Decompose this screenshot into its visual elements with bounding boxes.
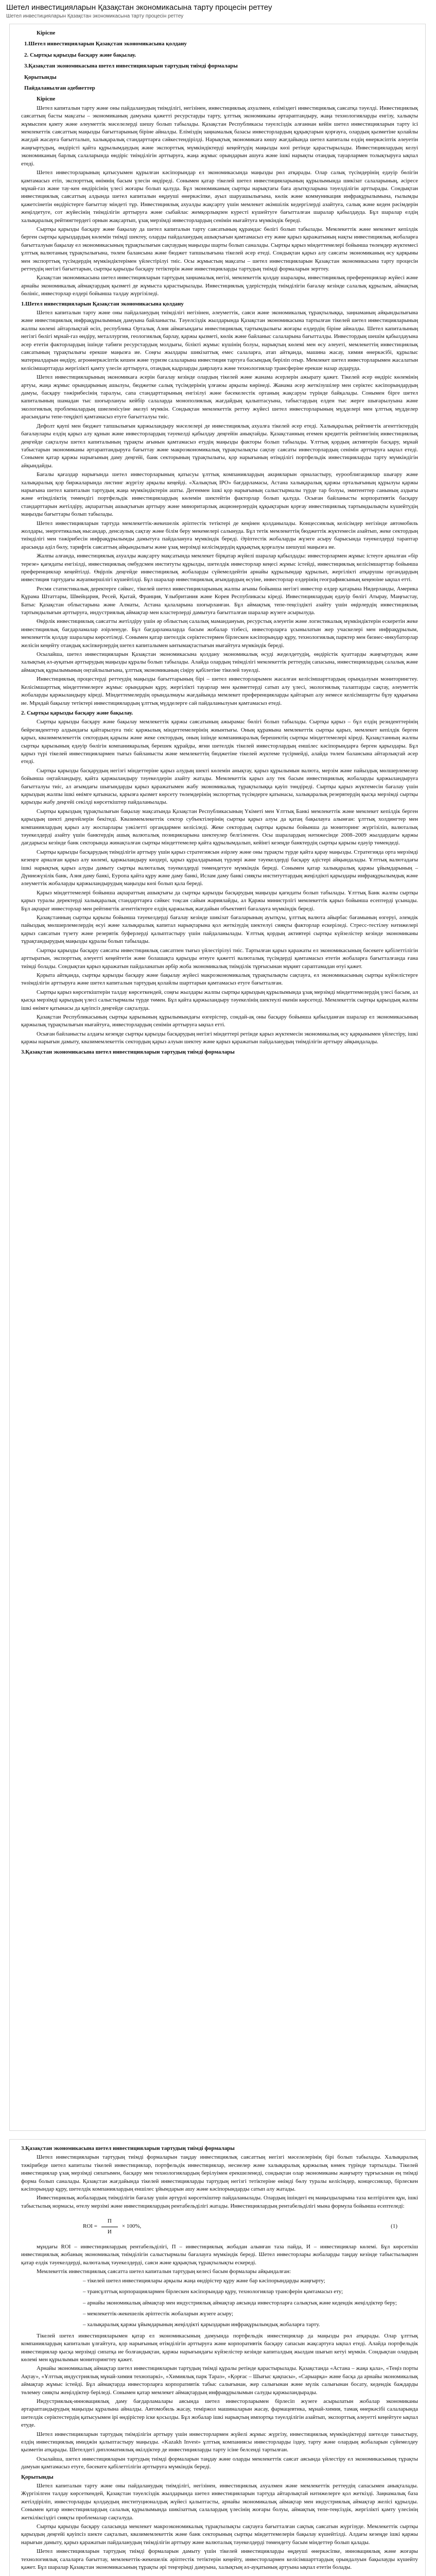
paragraph: Сыртқы қарызды басқару саясаты инвестициялық саясатпен тығыз үйлестірілуі тиіс. Тартылған қарыз қаражаты ел экономикасының бәсекеге қабілеттілігін арттыратын, экспорттық әлеуетті кеңейтетін және болашақта қарызды өтеуге қажетті валюталық түсімдерді қамтамасыз ететін жобаларға бағытталғанда ғана тиімді болады. Сондықтан қарыз қаражатын пайдаланатын әрбір жоба экономикалық тиімділік тұрғысынан мұқият сараптамадан өтуі қажет.	[21, 947, 418, 970]
paragraph: Инвестициялық жобалардың тиімділігін бағалау үшін әртүрлі көрсеткіштер пайдаланылады. Олардың ішіндегі ең маңыздыларына таза келтірілген құн, ішкі табыстылық нормасы, өтелу мерзімі және инвестициялардың рентабельділігі жатады. Инвестициялардың рентабельділігі мына формула бойынша есептеледі:	[21, 2195, 418, 2209]
list-item: – тікелей шетел инвестициялары арқылы жаңа өндірістер құру және бар кәсіпорындарды жаңғырту;	[83, 2277, 325, 2284]
paragraph: Шетел инвестицияларын тартудың тиімді формаларын таңдау инвестициялық саясаттың негізгі мәселелерінің бірі болып табылады. Халықаралық тәжірибеде шетел капиталы тікелей инвестициялар, портфельдік инвестициялар, несиелер және халықаралық қаржылық көмек түрінде тартылады. Тікелей инвестициялар ұзақ мерзімді сипатымен, басқару мен технологиялардың берілуімен ерекшеленеді, сондықтан олар экономиканы жаңғырту тұрғысынан ең тиімді форма болып саналады. Қазақстан жағдайында тікелей инвестицияларды тартудың негізгі тетіктеріне өнімді бөлу туралы келісімдер, концессиялар, бірлескен кәсіпорындар құру, шетелдік компаниялардың еншілес ұйымдарын ашу және кәсіпорындарды сатып алу жатады.	[21, 2154, 418, 2193]
paragraph: Шетел инвестицияларын тартуда мемлекеттік-жекешелік әріптестік тетіктері де кеңінен қолданылады. Концессиялық келісімдер негізінде автомобиль жолдары, энергетикалық нысандар, денсаулық сақтау және білім беру мекемелері салынуда. Бұл тетік мемлекеттің бюджеттік жүктемесін азайтып, жеке сектордың тиімділігі мен тәжірибесін инфрақұрылымды дамытуға пайдалануға мүмкіндік береді. Әріптестік жобаларды жүзеге асыру барысында тәуекелдерді тараптар арасында әділ бөлу, тарифтік саясаттың айқындылығы және ұзақ мерзімді келісімдердің құқықтық қорғалуы шешуші маңызға ие.	[21, 520, 418, 550]
page-header	[0, 0, 436, 19]
section-heading: 1.Шетел инвестицияларын Қазақстан экономикасына қолдану	[21, 300, 184, 307]
paragraph: Ресми статистикалық деректерге сәйкес, тікелей шетел инвестицияларының жалпы ағыны бойынша негізгі инвестор елдер қатарына Нидерланды, Америка Құрама Штаттары, Швейцария, Ресей, Қытай, Франция, Ұлыбритания және Корея Республикасы кіреді. Инвестициялардың едәуір бөлігі Атырау, Маңғыстау, Батыс Қазақстан облыстарына және Алматы, Астана қалаларына шоғырланған. Бұл аймақтық тепе-теңсіздікті азайту үшін өңірлердің инвестициялық тартымдылығын арттыруға, индустриялық аймақтар мен кластерлерді дамытуға бағытталған шаралар жүзеге асырылуда.	[21, 585, 418, 616]
paragraph: Шетел инвесторларының қатысуымен құрылған кәсіпорындар ел экономикасында маңызды рөл атқарады. Олар салық түсімдерінің едәуір бөлігін қамтамасыз етіп, экспорттық өнімнің басым үлесін өндіреді. Сонымен қатар тікелей шетел инвестицияларының құрылымында шикізат салаларының, әсіресе мұнай-газ және тау-кен өндірісінің үлесі жоғары болып қалуда. Бұл экономиканың сыртқы нарықтағы баға ауытқуларына тәуелділігін арттырады. Сондықтан инвестициялық саясаттың алдында шетел капиталын өңдеуші өнеркәсіпке, ауыл шаруашылығына, көлік және коммуникация инфрақұрылымына, ғылымды қажетсінетін өндірістерге бағыттау міндеті тұр. Инвестициялық ахуалды жақсарту үшін мемлекет әкімшілік кедергілерді азайтуға, салық және кеден рәсімдерін жеңілдетуге, сот жүйесінің тиімділігін арттыруға және сыбайлас жемқорлықпен күресті күшейтуге бағытталған шаралар қабылдауда. Бұл шаралар елдің халықаралық рейтингтердегі орнын жақсартып, ұзақ мерзімді инвесторлардың сенімін нығайтуға мүмкіндік береді.	[21, 170, 418, 224]
paragraph: Осылайша, шетел инвестицияларын Қазақстан экономикасына қолдану экономикалық өсуді жеделдетудің, өндірістік қуаттарды жаңғыртудың және халықтың әл-ауқатын арттырудың маңызды құралы болып табылады. Алайда олардың тиімділігі мемлекеттік реттеудің сапасына, инвестициялардың салалық және аймақтық құрылымының оңтайлылығына, ұлттық экономиканың сіңіру қабілетіне тікелей тәуелді.	[21, 651, 418, 673]
paragraph: Сыртқы қарызды басқарудың тиімділігін арттыру үшін қарыз стратегиясын әзірлеу және оны тұрақты түрде қайта қарау маңызды. Стратегияда орта мерзімді кезеңге арналған қарыз алу көлемі, қаржыландыру көздері, қарыз құралдарының түрлері және тәуекелдерді басқару әдістері айқындалады. Ұлттық валютадағы ішкі нарықтық қарыз алуды дамыту сыртқы валюталық тәуекелдерді төмендетуге мүмкіндік береді. Сонымен қатар халықаралық қаржы ұйымдарының – Дүниежүзілік банк, Азия даму банкі, Еуропа қайта құру және даму банкі, Ислам даму банкі сияқты институттардың жеңілдікті қарыздары инфрақұрылымдық және әлеуметтік жобаларды қаржыландырудың маңызды көзі болып қала береді.	[21, 849, 418, 887]
formula-suffix: × 100%,	[121, 2223, 142, 2230]
formula-denominator: И	[107, 2228, 112, 2235]
paragraph: Дефолт қаупі мен бюджет тапшылығын қаржыландыру мәселелері де инвестициялық ахуалға тікелей әсер етеді. Халықаралық рейтингтік агенттіктердің бағалаулары елдің қарыз алу құнын және инвесторлардың тәуекелді қабылдау деңгейін анықтайды. Қазақстанның егемен кредиттік рейтингінің инвестициялық деңгейде сақталуы шетел капиталының тұрақты ағынын қамтамасыз етудің маңызды факторы болып табылады. Ұлттық қордың активтерін басқару, мұнай табыстарын экономиканы әртараптандыруға бағыттау және макроэкономикалық тұрақтылықты сақтау саясаты инвесторлардың сенімін арттыруға ықпал етеді. Сонымен қатар қаржы нарығының даму деңгейі, банк секторының тұрақтылығы, қор нарығының өтімділігі портфельдік инвестицияларды тарту мүмкіндігін айқындайды.	[21, 422, 418, 469]
paragraph: мұндағы ROI – инвестициялардың рентабельділігі, П – инвестициялық жобадан алынған таза пайда, И – инвестициялар көлемі. Бұл көрсеткіш инвестициялық жобаның экономикалық тиімділігін салыстырмалы бағалауға мүмкіндік береді. Шетел инвесторлары жобаларды таңдау кезінде табыстылықпен қатар елдік тәуекелдерді, валюталық тәуекелдерді, саяси және құқықтық тұрақтылықты ескереді.	[21, 2244, 418, 2266]
paragraph: Қарыз міндеттемелері бойынша ақпараттың ашықтығы да сыртқы қарызды басқарудың маңызды қағидаты болып табылады. Ұлттық Банк жалпы сыртқы қарыз туралы деректерді халықаралық стандарттарға сәйкес тоқсан сайын жариялайды, ал Қаржы министрлігі мемлекеттік қарыз бойынша есептерді ұсынады. Бұл ақпарат инвесторлар мен рейтингтік агенттіктерге елдің қаржылық жағдайын объективті бағалауға мүмкіндік береді.	[21, 889, 418, 912]
paragraph: Сыртқы қарызды басқару саласында мемлекет макроэкономикалық тұрақтылықты сақтауға бағытталған сақтық саясатын жүргізуде. Мемлекеттік сыртқы қарыздың деңгейі қауіпсіз шекте сақталып, квазимемлекеттік және банк секторының сыртқы міндеттемелерін бақылау күшейтілді. Алдағы кезеңде ішкі қаржы нарығын дамыту, қарыз қаражатын пайдаланудың тиімділігін арттыру және валюталық тәуекелдерді төмендету басым міндеттер болып қалады.	[21, 2523, 418, 2546]
roi-formula	[21, 2217, 418, 2236]
formula-number: (1)	[391, 2223, 397, 2230]
toc-item: 3.Қазақстан экономикасына шетел инвестицияларын тартудың тиімді формалары	[24, 63, 238, 70]
section-heading: Кіріспе	[37, 96, 56, 103]
paragraph: Осыған байланысты алдағы кезеңде сыртқы қарызды басқарудың негізгі міндеттері ретінде қарыз жүктемесін экономикалық өсу қарқынымен үйлестіру, ішкі қаржы нарығын дамыту, квазимемлекеттік сектордың қарыз алуын шектеу және қарыз қаражатын пайдаланудың тиімділігін арттыру айқындалады.	[21, 1030, 418, 1045]
paragraph: Шетел инвестицияларын тартудың тиімділігін арттыру үшін инвесторлармен жүйелі жұмыс жүргізу, инвестициялық мүмкіндіктерді шетелде таныстыру, елдің инвестициялық имиджін қалыптастыру маңызды. «Kazakh Invest» ұлттық компаниясы инвесторларды іздеу, тарту және олардың жобаларын сүйемелдеу қызметін атқарады. Шетелдегі дипломатиялық өкілдіктер де инвестицияларды тарту ісіне белсенді тартылған.	[21, 2431, 418, 2453]
toc-item: 1.Шетел инвестицияларын Қазақстан экономикасына қолдану	[24, 41, 187, 47]
toc-item: 2. Сыртқы қарызды басқару және бақылау.	[24, 52, 136, 58]
paragraph: Жалпы алғанда, инвестициялық ахуалды жақсарту мақсатында мемлекет бірқатар жүйелі шаралар қабылдады: инвесторлармен жұмыс істеуге арналған «бір терезе» қағидаты енгізілді, инвестициялық омбудсмен институты құрылды, шетелдік инвесторлар кеңесі жұмыс істейді, инвестициялық келісімшарттар бойынша преференциялар кеңейтілді. Өңірлік деңгейде инвестициялық жобаларды сүйемелдейтін арнайы құрылымдар құрылып, жергілікті атқарушы органдардың инвестиция тартудағы жауапкершілігі күшейтілді. Бұл шаралар инвестициялық ағындардың өсуіне, инвесторлар елдерінің географиясының кеңеюіне ықпал етті.	[21, 553, 418, 583]
section-heading: 2. Сыртқы қарызды басқару және бақылау.	[21, 709, 133, 716]
formula-numerator: П	[101, 2217, 118, 2227]
paragraph: Тікелей шетел инвестицияларымен қатар ел экономикасының дамуында портфельдік инвестициялар да маңызды рөл атқарады. Олар ұлттық компаниялардың капиталын ұлғайтуға, қор нарығының өтімділігін арттыруға және корпоративтік басқару сапасын жақсартуға ықпал етеді. Алайда портфельдік инвестициялар қысқа мерзімді сипатқа ие болғандықтан, қаржы нарығындағы күйзелістер кезінде капиталдың жылдам шығып кетуі мүмкін. Сондықтан олардың көлемі мен құрылымын мониторингтеу қажет.	[21, 2332, 418, 2363]
paragraph: Сыртқы қарыздың тұрақтылығын бақылау мақсатында Қазақстан Республикасының Үкіметі мен Ұлттық Банкі мемлекеттік және мемлекет кепілдік берген қарыздың шекті деңгейлерін бекітеді. Квазимемлекеттік сектор субъектілерінің сыртқы қарыз алуы да қатаң бақылауға алынған: ұлттық холдингтер мен компаниялардың қарыз алу жоспарлары уәкілетті органдармен келісіледі. Жеке сектордың сыртқы қарызы бойынша да мониторинг жүргізіліп, валюталық тәуекелдерді азайту үшін банктердің ашық валюталық позицияларына шектеулер белгіленген. Осы шаралардың нәтижесінде 2008–2009 жылдардағы қаржы дағдарысы кезінде банк секторында жинақталған сыртқы міндеттемелер қайта құрылымдалып, кейінгі кезеңде банктердің сыртқы қарызы едәуір төмендеді.	[21, 808, 418, 846]
formula-fraction	[101, 2217, 118, 2236]
page-title: Шетел инвестицияларын Қазақстан экономикасына тарту процесін реттеу	[6, 3, 272, 12]
list-item: – мемлекеттік-жекешелік әріптестік жобаларын жүзеге асыру;	[83, 2310, 234, 2317]
section-heading: Қорытынды	[21, 2473, 54, 2480]
paragraph: Қазақстанның сыртқы қарызы бойынша тәуекелдерді бағалау кезінде шикізат бағаларының ауытқуы, ұлттық валюта айырбас бағамының өзгеруі, әлемдік пайыздық мөлшерлемелердің өсуі және халықаралық капитал нарықтарына қол жеткізудің шектелуі сияқты факторлар ескеріледі. Стресс-тестілеу нәтижелері қарыз саясатын түзету және резервтік буферлерді қалыптастыру үшін пайдаланылады. Ұлттық қордың активтері сыртқы күйзелістер кезінде экономиканы тұрақтандырудың маңызды құралы болып табылады.	[21, 914, 418, 945]
list-item: – халықаралық қаржы ұйымдарының жеңілдікті қарыздарын инфрақұрылымдық жобаларға тарту.	[83, 2321, 320, 2328]
paragraph: Шетел инвестицияларының экономикаға әсерін бағалау кезінде олардың тікелей және жанама әсерлерін ажырату қажет. Тікелей әсер өндіріс көлемінің артуы, жаңа жұмыс орындарының ашылуы, бюджетке салық түсімдерінің ұлғаюы арқылы көрінеді. Жанама әсер жеткізушілер мен серіктес кәсіпорындардың дамуы, басқару тәжірибесінің таралуы, сапа стандарттарының енгізілуі және бәсекелестік ортаның жақсаруы түрінде байқалады. Сонымен бірге шетел капиталының шамадан тыс шоғырлануы кейбір салаларда монополиялық жағдайдың қалыптасуына, табыстардың елден тыс жерге шығарылуына және экологиялық проблемалардың шиеленісуіне әкелуі мүмкін. Сондықтан мемлекеттік реттеу жүйесі шетел инвесторларының мүдделері мен ұлттық мүдделер арасындағы тепе-теңдікті қамтамасыз етуге бағытталуы тиіс.	[21, 374, 418, 420]
paragraph: Сыртқы қарызды басқару және бақылау мемлекеттік қаржы саясатының ажырамас бөлігі болып табылады. Сыртқы қарыз – бұл елдің резиденттерінің бейрезиденттер алдындағы қайтарылуға тиіс қаржылық міндеттемелерінің жиынтығы. Оның құрамына мемлекеттік сыртқы қарыз, мемлекет кепілдік берген қарыз, квазимемлекеттік сектордың қарызы және жеке сектордың, оның ішінде компанияаралық берешектің сыртқы міндеттемелері кіреді. Қазақстанның жалпы сыртқы қарызының едәуір бөлігін компанияаралық берешек құрайды, яғни шетелдік тікелей инвесторлардың еншілес кәсіпорындарға берген қарыздары. Бұл қарыз түрі тікелей инвестициялармен тығыз байланысты және мемлекеттің бюджетіне тікелей жүктеме түсірмейді, алайда төлем балансына айтарлықтай әсер етеді.	[21, 719, 418, 765]
paragraph: Шетел капиталын тарту және оны пайдаланудың тиімділігі, негізінен, инвестициялық ахуалмен, еліміздегі инвестициялық саясатқа тәуелді. Инвестициялық саясаттың басты мақсаты – экономиканың дамуына қажетті ресурстарды тарту, ұлттық экономиканы әртараптандыру, жаңа технологияларды енгізу, халықты жұмыспен қамту және әлеуметтік мәселелерді шешу болып табылады. Қазақстан Республикасы тәуелсіздік алғаннан кейін шетел инвестицияларын тарту ісі мемлекеттік саясаттың маңызды бағыттарының біріне айналды. Еліміздің заңнамалық базасы инвесторлардың құқықтарын қорғауға, олардың қызметіне қолайлы жағдай жасауға бағытталып, халықаралық стандарттарға сәйкестендірілді. Нарықтық экономикаға көшу жағдайында шетел капиталы елдің өнеркәсіптік әлеуетін жаңғыртудың, өндірісті қайта құрылымдаудың және экспорттық мүмкіндіктерді кеңейтудің маңызды көзі ретінде қарастырылады. Инвестициялардың келуі экономиканың барлық салаларында өндіріс тиімділігін арттыруға, жаңа жұмыс орындарын ашуға және ішкі нарықты отандық тауарлармен толықтыруға ықпал етеді.	[21, 105, 418, 167]
paragraph: Қорыта айтқанда, сыртқы қарызды басқару және бақылау жүйесі макроэкономикалық тұрақтылықты сақтауға, ел экономикасының сыртқы күйзелістерге төзімділігін арттыруға және шетел капиталын тартудың қолайлы шарттарын қамтамасыз етуге бағытталған.	[21, 972, 418, 987]
formula-lhs: ROI =	[83, 2223, 97, 2230]
paragraph: Сыртқы қарыз көрсеткіштерін талдау көрсеткендей, соңғы жылдары жалпы сыртқы қарыздың құрылымында ұзақ мерзімді міндеттемелердің үлесі басым, ал қысқа мерзімді қарыздың үлесі салыстырмалы түрде төмен. Бұл қайта қаржыландыру тәуекелінің шектеулі екенін көрсетеді. Мемлекеттік сыртқы қарыздың жалпы ішкі өнімге қатынасы да қауіпсіз деңгейде сақталуда.	[21, 989, 418, 1011]
paragraph: Шетел инвестицияларын тартудың тиімді формаларын дамыту үшін тікелей инвестицияларды өңдеуші өнеркәсіпке, инновациялық және жоғары технологиялық салаларға бағыттау, мемлекеттік-жекешелік әріптестік тетіктерін кеңейту, инвесторлармен келісімшарттардың орындалуын бақылауды күшейту қажет. Бұл шаралар Қазақстан экономикасының тұрақты әрі теңгерімді дамуына, халықтың әл-ауқатының артуына ықпал ететін болады.	[21, 2548, 418, 2571]
paragraph: Шетел капиталын тарту және оны пайдаланудың тиімділігі негізінен, әлеуметтік, саяси және экономикалық тұрақтылыққа, заңнаманың айқындылығына және инвестициялық инфрақұрылымның дамуына байланысты. Тәуелсіздік жылдарында Қазақстан экономикасына тартылған тікелей шетел инвестицияларының жалпы көлемі айтарлықтай өсіп, республика Орталық Азия аймағындағы инвестициялық тартымдылығы жоғары елдердің біріне айналды. Шетел капиталының негізгі бөлігі мұнай-газ өндіру, металлургия, геологиялық барлау, қаржы қызметі, көлік және байланыс салаларына бағытталды. Инвестордың шешім қабылдауына әсер ететін факторлардың ішінде табиғи ресурстардың молдығы, білікті жұмыс күшінің болуы, нарықтың көлемі мен өсу әлеуеті, мемлекеттің инвестициялық саясатының тұрақтылығы ерекше маңызға ие. Соңғы жылдары шикізаттық емес салаларға, атап айтқанда, машина жасау, химия өнеркәсібі, құрылыс материалдарын өндіру, агроөнеркәсіптік кешен және туризм салаларына инвестиция тартуға басымдық беріліп отыр. Мемлекет шетел инвесторларымен жасалатын келісімшарттарда жергілікті қамту үлесін арттыруға, отандық кадрларды даярлауға және технологиялар трансферіне ерекше назар аударуда.	[21, 310, 418, 371]
paragraph: Қазақстан экономикасына шетел инвестицияларын тартудың заңнамалық негізі, мемлекеттік қолдау шаралары, инвестициялық преференциялар жүйесі және арнайы экономикалық аймақтардың қызметі де жұмыста қарастырылады. Инвестициялық үдерістердің тиімділігін бағалау кезінде салалық құрылым, аймақтық бөлініс, инвесторлар елдері бойынша талдау жүргізіледі.	[21, 275, 418, 297]
paragraph: Мемлекеттік инвестициялық саясатта шетел капиталын тартудың келесі басым формалары айқындалған:	[37, 2268, 291, 2275]
section-heading: 3.Қазақстан экономикасына шетел инвестицияларын тартудың тиімді формалары	[21, 2145, 235, 2151]
page-subtitle: Шетел инвестицияларын Қазақстан экономикасына тарту процесін реттеу	[6, 13, 184, 19]
paragraph: Арнайы экономикалық аймақтар шетел инвестицияларын тартудың тиімді құралы ретінде қарастырылады. Қазақстанда «Астана – жаңа қала», «Теңіз порты Ақтау», «Ұлттық индустриялық мұнай-химия технопаркі», «Химиялық парк Тараз», «Қорғас – Шығыс қақпасы», «Сарыарқа» және басқа да арнайы экономикалық аймақтар жұмыс істейді. Бұл аймақтарда инвесторларға корпоративтік табыс салығынан, жер салығынан және мүлік салығынан босату, кедендік баждарды төлемеу сияқты жеңілдіктер беріледі. Сонымен қатар мемлекет аймақтардың инфрақұрылымын салуды қаржыландырады.	[21, 2365, 418, 2396]
paragraph: Бағалы қағаздар нарығында шетел инвесторларының қатысуы ұлттық компаниялардың акцияларын орналастыру, еурооблигациялар шығару және халықаралық қор биржаларында листинг жүргізу арқылы кеңейді. «Халықтық IPO» бағдарламасы, Астана халықаралық қаржы орталығының құрылуы қаржы нарығына шетел капиталын тартудың жаңа мүмкіндіктерін ашты. Дегенмен ішкі қор нарығының салыстырмалы түрде тар болуы, эмитенттер санының аздығы және өтімділіктің төмендігі портфельдік инвестициялардың көлемін шектейтін факторлар болып қалуда. Осыған байланысты корпоративтік басқару стандарттарын жетілдіру, ақпараттың ашықтығын арттыру және миноритарлық акционерлердің құқықтарын қорғау инвестициялық тартымдылықты күшейтудің маңызды бағыттары болып табылады.	[21, 471, 418, 518]
paragraph: Осылайша, шетел инвестицияларын тартудың тиімді формаларын таңдау және оларды мемлекеттік саясат аясында үйлестіру ел экономикасының тұрақты дамуын қамтамасыз етуге, бәсекеге қабілеттілігін арттыруға мүмкіндік береді.	[21, 2455, 418, 2470]
list-item: – трансұлттық корпорациялармен бірлескен кәсіпорындар құру, технологиялар трансферін қамтамасыз ету;	[83, 2289, 343, 2295]
list-item: – арнайы экономикалық аймақтар мен индустриялық аймақтар аясында инвесторларға салықтық және кедендік жеңілдіктер беру;	[83, 2299, 397, 2306]
toc-item: Пайдаланылған әдебиеттер	[24, 85, 95, 92]
paragraph: Қазақстан Республикасының сыртқы қарызының құрылымындағы өзгерістер, сондай-ақ оны басқару бойынша қабылданған шаралар ел экономикасының қаржылық тұрақтылығын нығайтуға, инвесторлардың сенімін арттыруға ықпал етті.	[21, 1013, 418, 1028]
paragraph: Индустриялық-инновациялық даму бағдарламалары аясында шетел инвесторларымен бірлесіп жүзеге асырылатын жобалар экономиканы әртараптандырудың маңызды құралына айналды. Автомобиль жасау, теміржол машиналарын жасау, фармацевтика, мұнай-химия, тамақ өнеркәсібі салаларында шетелдік серіктестердің қатысуымен ірі өндірістер іске қосылды. Бұл жобалар ішкі нарықтың импортқа тәуелділігін азайтып, экспорттық әлеуетті кеңейтуге ықпал етуде.	[21, 2398, 418, 2429]
paragraph: Инвестициялық процестерді реттеудің маңызды бағыттарының бірі – шетел инвесторларымен жасалған келісімшарттардың орындалуын мониторингтеу. Келісімшарттық міндеттемелерге жұмыс орындарын құру, жергілікті тауарлар мен қызметтерді сатып алу үлесі, экологиялық талаптарды сақтау, әлеуметтік жобаларды қаржыландыру кіреді. Міндеттемелердің орындалмауы жағдайында мемлекет преференцияларды қайтарып алу немесе келісімшартты бұзу құқығына ие. Мұндай бақылау тетіктері инвестициялардың ұлттық мүдделерге сай пайдаланылуын қамтамасыз етеді.	[21, 676, 418, 706]
section-heading: 3.Қазақстан экономикасына шетел инвестицияларын тартудың тиімді формалары	[21, 1048, 235, 1055]
paragraph: Сыртқы қарызды басқару және бақылау да шетел капиталын тарту саясатының құрамдас бөлігі болып табылады. Мемлекеттік және мемлекет кепілдік берген сыртқы қарыздардың көлемін тиімді шектеу, оларды пайдаланудың ашықтығын қамтамасыз ету және қарыз қаражатының нақты инвестициялық жобаларға бағытталуын бақылау ел экономикасының тұрақтылығын сақтаудың маңызды шарты болып саналады. Сыртқы қарыз міндеттемелері бойынша төлемдер жүктемесі ұлттық валютаның тұрақтылығына, төлем балансына және бюджет тапшылығына тікелей әсер етеді. Сондықтан қарыз алу саясаты экономиканың өсу қарқыны мен экспорттық түсімдердің мүмкіндіктерімен үйлестірілуі тиіс. Осы жұмыстың мақсаты – шетел инвестицияларын Қазақстан экономикасына тарту процесін реттеудің негізгі бағыттарын, сыртқы қарызды басқару тетіктерін және инвестицияларды тартудың тиімді формаларын зерттеу.	[21, 226, 418, 272]
document-page-2	[9, 2139, 426, 2576]
section-heading: Кіріспе	[37, 30, 56, 36]
paragraph: Шетел капиталын тарту және оны пайдаланудың тиімділігі, негізінен, инвестициялық ахуалмен және мемлекеттік реттеудің сапасымен анықталады. Жүргізілген талдау көрсеткендей, Қазақстан тәуелсіздік жылдарында шетел инвестицияларын тартуда айтарлықтай нәтижелерге қол жеткізді. Заңнамалық база жетілдіріліп, инвесторларды қолдаудың институционалдық жүйесі қалыптасты, арнайы экономикалық аймақтар мен индустриялық аймақтар желісі құрылды. Сонымен қатар инвестициялардың салалық құрылымында шикізаттық салалардың үлесінің жоғары болуы, аймақтық тепе-теңсіздік, жергілікті қамту үлесінің жеткіліксіздігі сияқты проблемалар сақталуда.	[21, 2483, 418, 2521]
spacer	[21, 2573, 418, 2576]
paragraph: Сыртқы қарызды басқарудың негізгі міндеттеріне қарыз алудың шекті көлемін анықтау, қарыз құрылымын валюта, мерзім және пайыздық мөлшерлемелер бойынша оңтайландыру, қайта қаржыландыру тәуекелдерін азайту жатады. Мемлекеттік қарыз алу тек басым инвестициялық жобаларды қаржыландыруға бағытталуы тиіс, ал ағымдағы шығындарды қарыз қаражатымен жабу экономикалық тұрақтылыққа қауіп төндіреді. Сыртқы қарыз жүктемесін бағалау үшін қарыздың жалпы ішкі өнімге қатынасы, қарызға қызмет көрсету төлемдерінің экспорттық түсімдерге қатынасы, халықаралық резервтердің қысқа мерзімді сыртқы қарызды жабу деңгейі секілді көрсеткіштер пайдаланылады.	[21, 767, 418, 806]
toc-item: Қорытынды	[24, 74, 57, 80]
document-page-1	[9, 24, 426, 2131]
paragraph: Өңірлік инвестициялық саясатты жетілдіру үшін әр облыстың салалық мамандануын, ресурстық әлеуетін және логистикалық мүмкіндіктерін ескеретін жеке инвестициялық бағдарламалар әзірленуде. Бұл бағдарламаларда басым жобалар тізбесі, инвесторларға ұсынылатын жер учаскелері мен инфрақұрылым, мемлекеттік қолдау шаралары көрсетіледі. Сонымен қатар шетелдік серіктестермен бірлескен кәсіпорындар құру, технологиялық парктер мен бизнес-инкубаторлар желісін кеңейту отандық кәсіпкерлердің шетел капиталымен ынтымақтастығын нығайтуға мүмкіндік береді.	[21, 618, 418, 649]
